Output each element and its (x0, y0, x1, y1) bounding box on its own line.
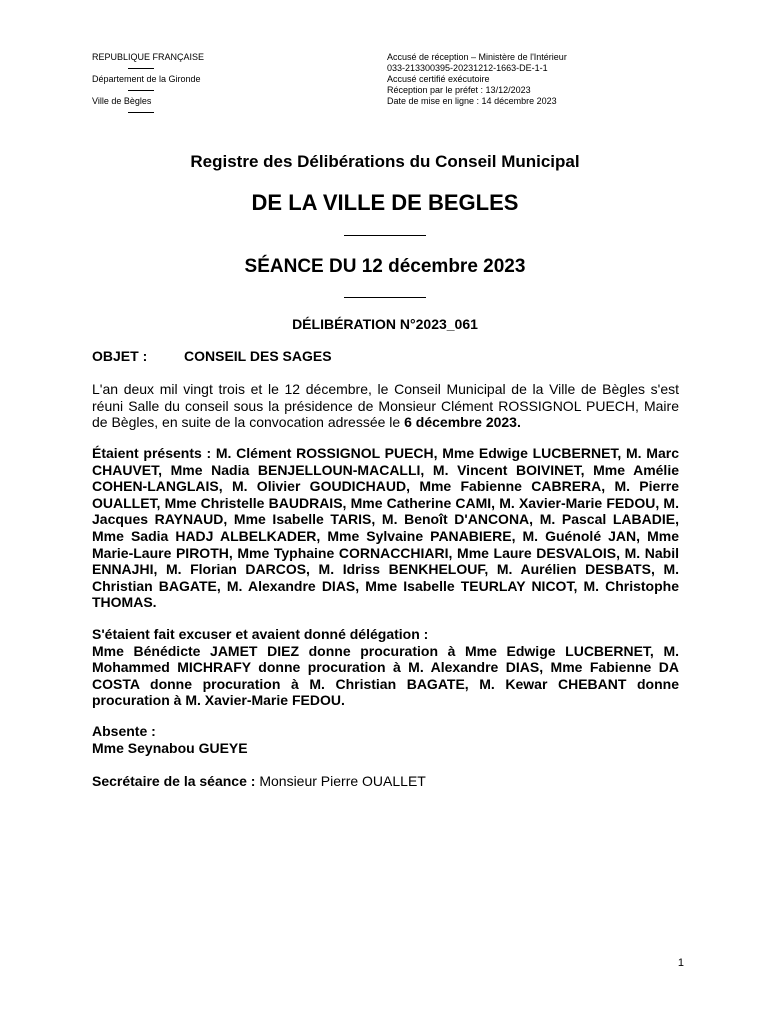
department-label: Département de la Gironde (92, 74, 201, 84)
city-label: Ville de Bègles (92, 96, 152, 106)
excused-text: Mme Bénédicte JAMET DIEZ donne procuration à Mme Edwige LUCBERNET, M. Mohammed MICHRAFY donne procuration à M. Alexandre DIAS, Mme Fabienne DA COSTA donne procuration à M. Christian BAGATE, M. Kewar CHEBANT donne procuration à M. Xavier-Marie FEDOU. (92, 642, 679, 709)
title-divider (344, 297, 426, 298)
page-number: 1 (677, 957, 684, 969)
separator-line (128, 68, 154, 69)
receipt-line-4: Réception par le préfet : 13/12/2023 (387, 85, 531, 95)
separator-line (128, 112, 154, 113)
excused-paragraph (92, 626, 679, 709)
session-title: SÉANCE DU 12 décembre 2023 (244, 256, 526, 277)
absent-name: Mme Seynabou GUEYE (92, 739, 248, 756)
republic-label: REPUBLIQUE FRANÇAISE (92, 52, 205, 62)
title-divider (344, 235, 426, 236)
convocation-date: 6 décembre 2023. (404, 414, 521, 431)
objet-label: OBJET : (92, 348, 148, 364)
excused-heading: S'étaient fait excuser et avaient donné délégation : (92, 626, 429, 642)
deliberation-number: DÉLIBÉRATION N°2023_061 (292, 316, 478, 332)
receipt-line-1: Accusé de réception – Ministère de l'Intérieur (387, 52, 567, 62)
city-title: DE LA VILLE DE BEGLES (251, 190, 519, 215)
intro-paragraph (92, 381, 679, 431)
secretary-name: Monsieur Pierre OUALLET (259, 773, 426, 789)
absent-heading: Absente : (92, 723, 156, 739)
issuer-block (92, 52, 312, 118)
receipt-line-2: 033-213300395-20231212-1663-DE-1-1 (387, 63, 548, 73)
separator-line (128, 90, 154, 91)
secretary-paragraph (92, 773, 679, 790)
register-title: Registre des Délibérations du Conseil Municipal (190, 152, 580, 171)
objet-line (92, 348, 332, 364)
absent-paragraph (92, 723, 679, 756)
intro-text: L'an deux mil vingt trois et le 12 décembre, le Conseil Municipal de la Ville de Bègles s'est réuni Salle du conseil sous la présidence de Monsieur Clément ROSSIGNOL PUECH, Maire de Bègles, en suite de la convocation adressée le (92, 381, 679, 431)
secretary-label: Secrétaire de la séance : (92, 773, 256, 789)
receipt-line-3: Accusé certifié exécutoire (387, 74, 490, 84)
receipt-block (387, 52, 717, 107)
objet-value: CONSEIL DES SAGES (184, 348, 332, 364)
receipt-line-5: Date de mise en ligne : 14 décembre 2023 (387, 96, 557, 106)
present-paragraph: Étaient présents : M. Clément ROSSIGNOL PUECH, Mme Edwige LUCBERNET, M. Marc CHAUVET, Mme Nadia BENJELLOUN-MACALLI, M. Vincent BOIVINET, Mme Amélie COHEN-LANGLAIS, M. Olivier GOUDICHAUD, Mme Fabienne CABRERA, M. Pierre OUALLET, Mme Christelle BAUDRAIS, Mme Catherine CAMI, M. Xavier-Marie FEDOU, M. Jacques RAYNAUD, Mme Isabelle TARIS, M. Benoît D'ANCONA, M. Pascal LABADIE, Mme Sadia HADJ ALBELKADER, Mme Sylvaine PANABIERE, M. Guénolé JAN, Mme Marie-Laure PIROTH, Mme Typhaine CORNACCHIARI, Mme Laure DESVALOIS, M. Nabil ENNAJHI, M. Florian DARCOS, M. Idriss BENKHELOUF, M. Aurélien DESBATS, M. Christian BAGATE, M. Alexandre DIAS, Mme Isabelle TEURLAY NICOT, M. Christophe THOMAS. (92, 445, 679, 611)
